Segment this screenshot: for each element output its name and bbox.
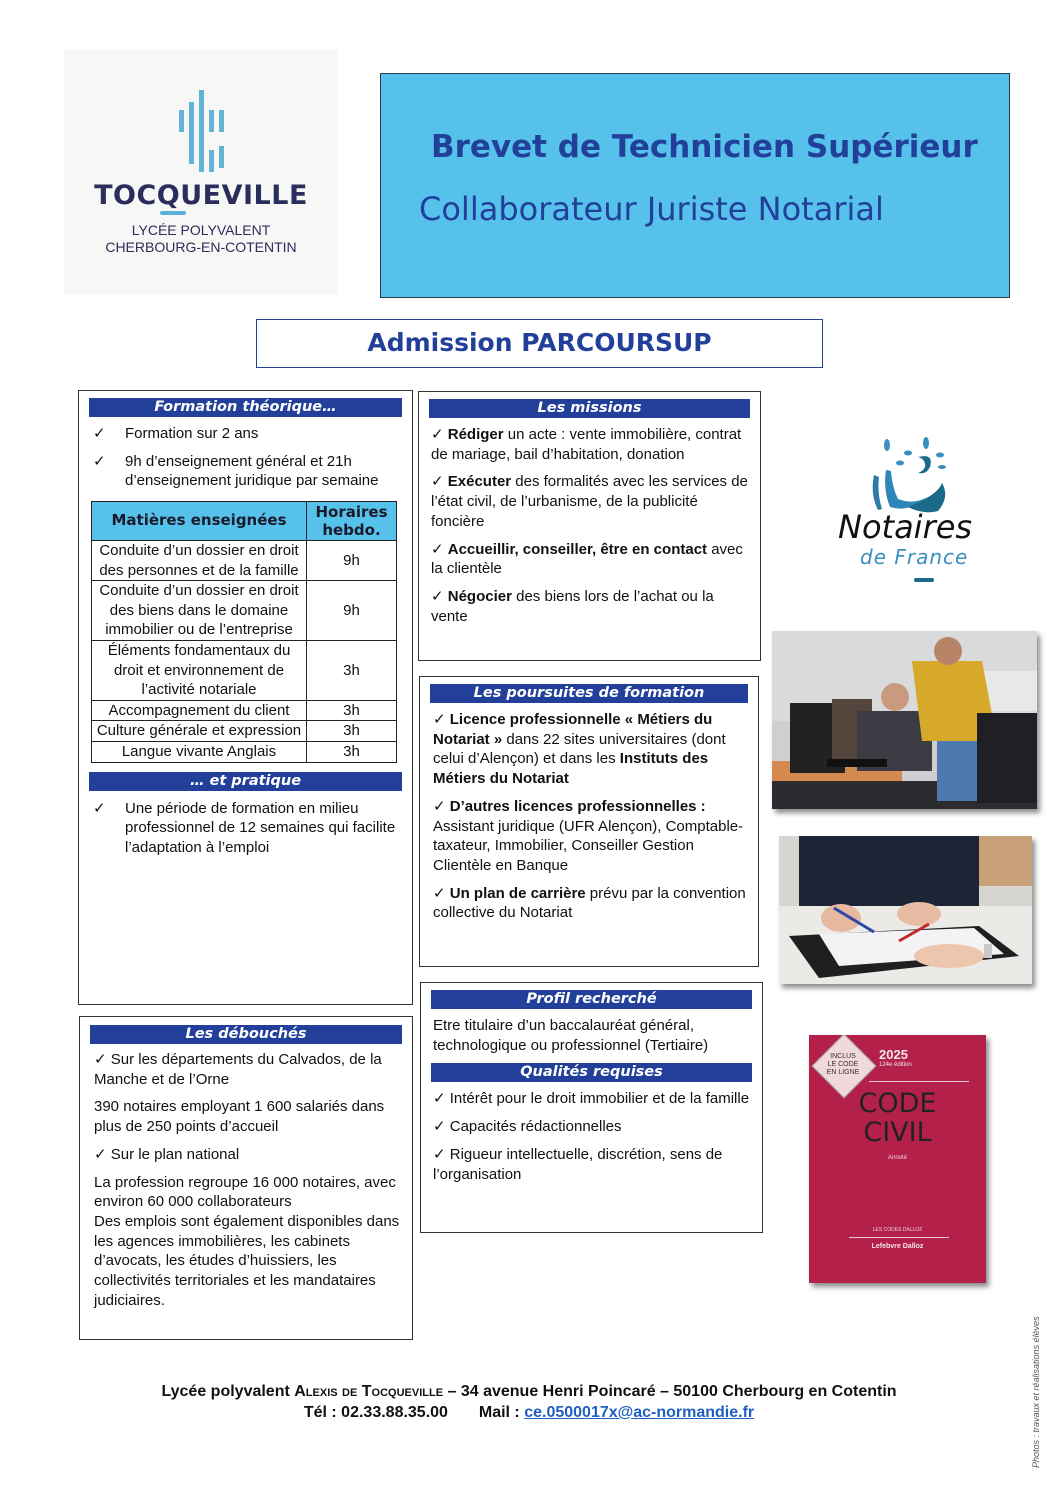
poursuites-header: Les poursuites de formation: [430, 684, 748, 703]
check-icon: ✓: [94, 1051, 111, 1068]
notaires-emblem-icon: [868, 435, 963, 515]
debouches-item: ✓ Sur les départements du Calvados, de la Manche et de l’Orne: [94, 1051, 382, 1088]
qualites-header: Qualités requises: [431, 1063, 752, 1082]
check-icon: ✓: [431, 473, 448, 491]
check-icon: ✓: [94, 1145, 111, 1163]
classroom-photo: [772, 631, 1037, 809]
mission-item: ✓ Accueillir, conseiller, être en contact avec la clientèle: [431, 540, 743, 578]
check-icon: ✓: [93, 425, 106, 442]
notaires-word: Notaires: [838, 508, 973, 546]
classroom-image: [772, 631, 1037, 809]
qualite-item: ✓ Rigueur intellectuelle, discrétion, sens de l’organisation: [433, 1145, 723, 1183]
logo-wave-icon: [160, 211, 186, 215]
logo-line1: LYCÉE POLYVALENT: [131, 222, 271, 238]
debouches-item: Des emplois sont également disponibles dans les agences immobilières, les cabinets d’avocats, les études d’huissiers, les collectivités territoriales et les mandataires judiciaires.: [94, 1212, 400, 1309]
table-row: Conduite d’un dossier en droit des biens dans le domaine immobilier ou de l’entreprise 9h: [92, 581, 397, 641]
table-row: Culture générale et expression 3h: [92, 721, 397, 742]
profil-text: Etre titulaire d’un baccalauréat général, technologique ou professionnel (Tertiaire): [433, 1017, 709, 1054]
footer-address: Lycée polyvalent Alexis de Tocqueville – 34 avenue Henri Poincaré – 50100 Cherbourg en Cotentin: [161, 1383, 897, 1400]
debouches-item: La profession regroupe 16 000 notaires, avec environ 60 000 collaborateurs: [94, 1173, 396, 1211]
missions-box: [418, 391, 761, 661]
missions-header: Les missions: [429, 399, 750, 418]
book-rule-bottom: [849, 1237, 949, 1238]
title-banner: [380, 73, 1010, 298]
formation-box: [78, 390, 413, 1005]
formation-bullet: ✓ Formation sur 2 ans: [93, 425, 259, 442]
mission-item: ✓ Exécuter des formalités avec les services de l’état civil, de l’urbanisme, de la publicité foncière: [431, 473, 748, 530]
logo-line2: CHERBOURG-EN-COTENTIN: [105, 239, 297, 255]
admission-heading: Admission PARCOURSUP: [256, 319, 823, 368]
check-icon: ✓: [433, 1118, 450, 1136]
table-header: Horaires hebdo.: [307, 502, 397, 541]
check-icon: ✓: [433, 1090, 450, 1108]
debouches-item: ✓ Sur le plan national: [94, 1145, 240, 1163]
mission-item: ✓ Rédiger un acte : vente immobilière, contrat de mariage, bail d’habitation, donation: [431, 426, 742, 463]
table-row: Langue vivante Anglais 3h: [92, 742, 397, 763]
check-icon: ✓: [433, 1145, 450, 1163]
de-france-word: de France: [860, 545, 969, 569]
footer: [0, 1381, 1058, 1423]
book-edition: 124e édition: [879, 1062, 912, 1068]
profil-header: Profil recherché: [431, 990, 752, 1009]
debouches-header: Les débouchés: [90, 1025, 402, 1044]
debouches-box: [79, 1016, 413, 1340]
profil-box: [420, 982, 763, 1233]
mission-item: ✓ Négocier des biens lors de l’achat ou la vente: [431, 587, 714, 625]
check-icon: ✓: [93, 799, 106, 817]
check-icon: ✓: [431, 426, 448, 443]
notaires-dash-icon: [914, 578, 934, 582]
book-badge: INCLUS LE CODE EN LIGNE: [826, 1053, 860, 1076]
notaires-de-france-logo: [830, 430, 1005, 590]
signing-photo: [779, 836, 1032, 984]
check-icon: ✓: [433, 711, 450, 728]
book-series: LES CODES DALLOZ: [872, 1227, 923, 1233]
photo-credit: Photos : travaux et réalisations élèves: [1031, 1316, 1041, 1468]
book-title: CODE CIVIL: [858, 1088, 937, 1148]
table-header: Matières enseignées: [92, 502, 307, 541]
code-civil-book: [809, 1035, 986, 1283]
poursuite-item: ✓ D’autres licences professionnelles : Assistant juridique (UFR Alençon), Comptable-taxateur, Immobilier, Conseiller Gestion Clientèle en Banque: [433, 797, 744, 874]
formation-header: Formation théorique…: [89, 398, 402, 417]
book-publisher: Lefebvre Dalloz: [871, 1243, 924, 1250]
qualite-item: ✓ Capacités rédactionnelles: [433, 1118, 622, 1136]
check-icon: ✓: [433, 884, 450, 902]
check-icon: ✓: [93, 452, 106, 470]
pratique-header: … et pratique: [89, 772, 402, 791]
table-header-row: [92, 502, 397, 541]
footer-contact: Tél : 02.33.88.35.00 Mail : ce.0500017x@ac-normandie.fr: [303, 1404, 755, 1421]
book-annotated: Annoté: [887, 1155, 908, 1161]
poursuites-box: [419, 676, 759, 967]
table-row: Éléments fondamentaux du droit et environnement de l’activité notariale 3h: [92, 641, 397, 701]
email-link[interactable]: ce.0500017x@ac-normandie.fr: [524, 1404, 755, 1421]
subjects-table: [91, 501, 397, 763]
book-year: 2025: [879, 1047, 908, 1062]
footer-phone: Tél : 02.33.88.35.00: [303, 1404, 448, 1421]
subtitle: Collaborateur Juriste Notarial: [419, 190, 884, 228]
poursuite-item: ✓ Un plan de carrière prévu par la convention collective du Notariat: [433, 884, 746, 922]
formation-bullet: ✓ 9h d’enseignement général et 21h d’enseignement juridique par semaine: [93, 452, 379, 490]
table-row: Conduite d’un dossier en droit des personnes et de la famille 9h: [92, 541, 397, 581]
signing-image: [779, 836, 1032, 984]
book-rule: [869, 1081, 969, 1082]
tocqueville-bars-icon: [177, 90, 227, 172]
tocqueville-logo: [64, 50, 338, 294]
check-icon: ✓: [433, 797, 450, 815]
check-icon: ✓: [431, 587, 448, 605]
table-row: Accompagnement du client 3h: [92, 700, 397, 721]
title: Brevet de Technicien Supérieur: [431, 129, 978, 165]
debouches-item: 390 notaires employant 1 600 salariés dans plus de 250 points d’accueil: [94, 1098, 385, 1136]
poursuite-item: ✓ Licence professionnelle « Métiers du Notariat » dans 22 sites universitaires (dont celui d’Alençon) et dans les Instituts des Métiers du Notariat: [433, 711, 726, 788]
pratique-bullet: ✓ Une période de formation en milieu professionnel de 12 semaines qui facilite l’adaptation à l’emploi: [93, 799, 396, 857]
logo-brand: TOCQUEVILLE: [94, 180, 308, 211]
qualite-item: ✓ Intérêt pour le droit immobilier et de la famille: [433, 1090, 750, 1108]
check-icon: ✓: [431, 540, 448, 558]
